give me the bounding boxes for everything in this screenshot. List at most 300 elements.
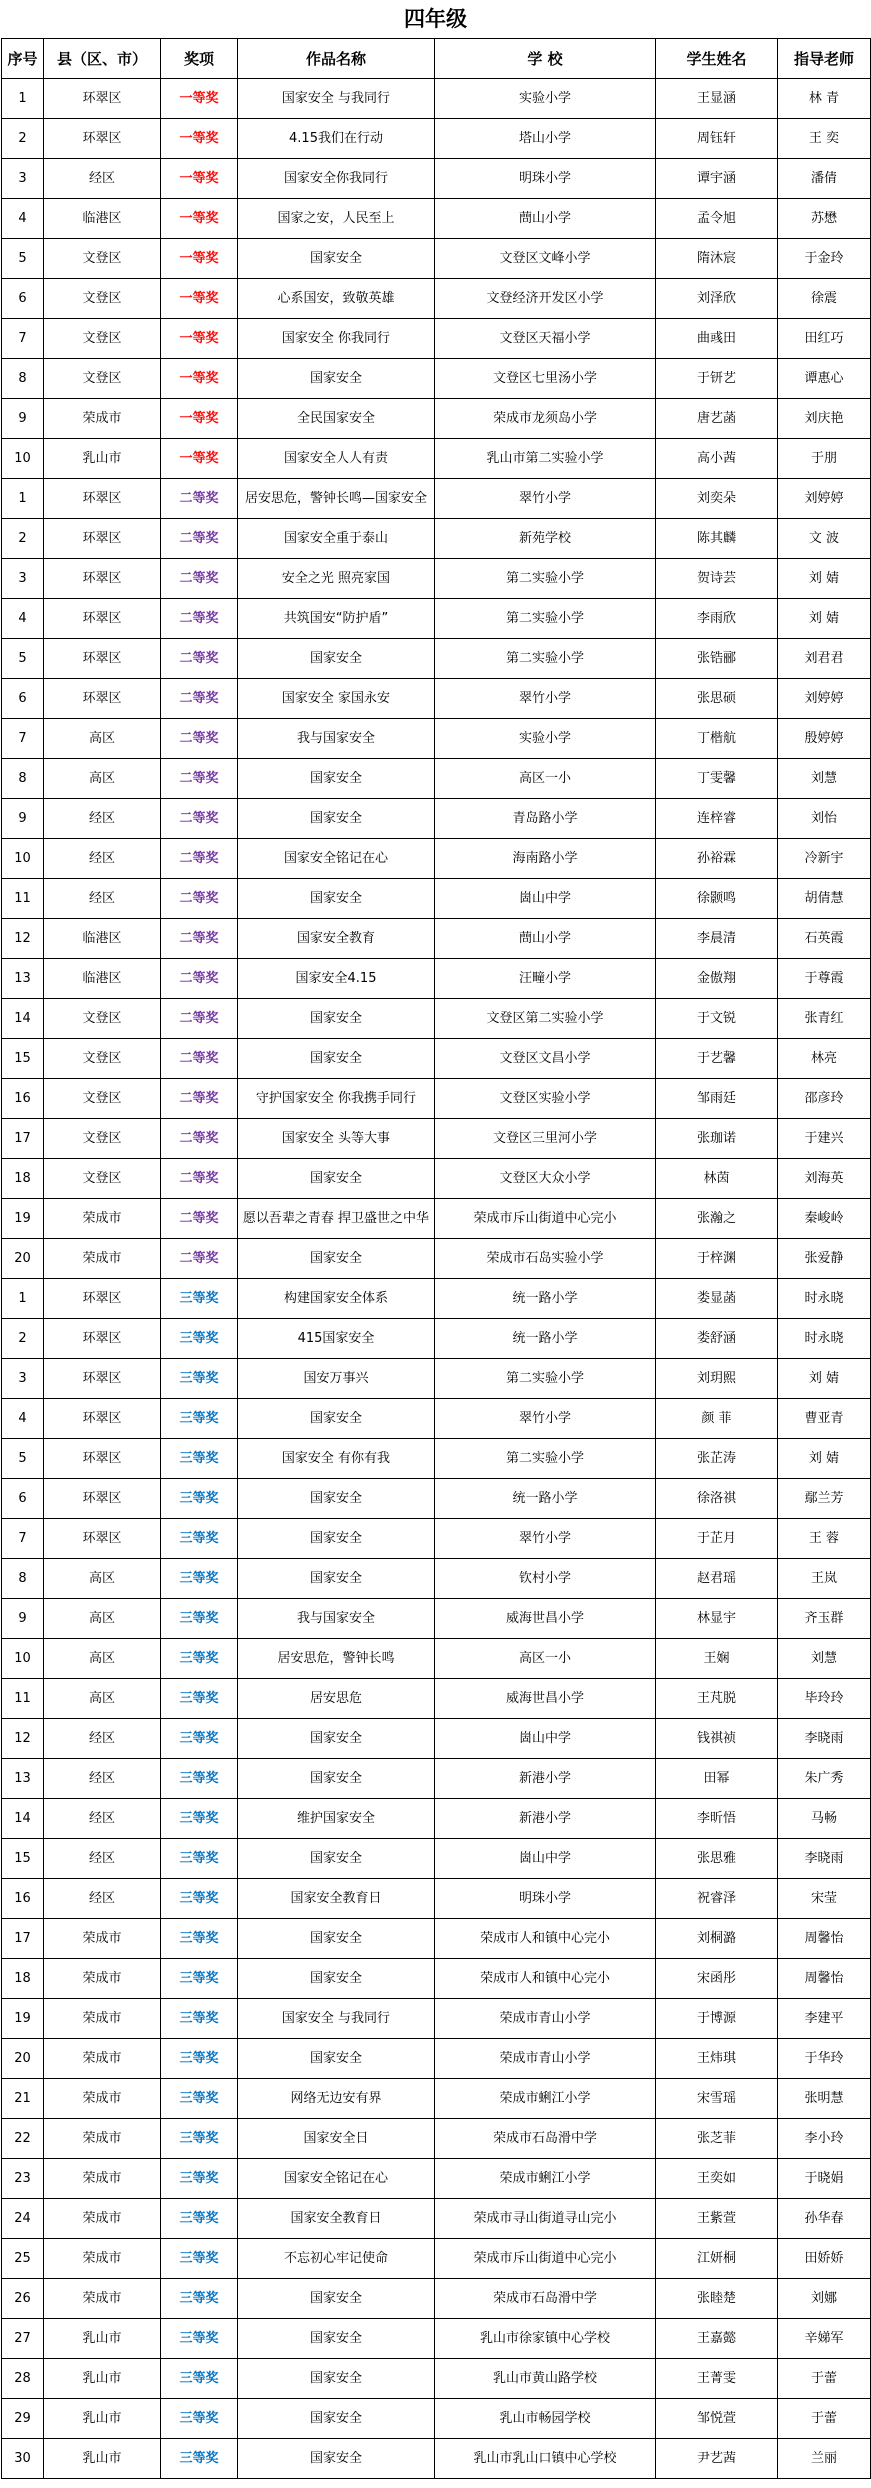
cell-student: 丁楷航 xyxy=(656,719,778,759)
cell-teacher: 李建平 xyxy=(778,1999,871,2039)
table-row xyxy=(2,1519,871,1559)
cell-student: 王娴 xyxy=(656,1639,778,1679)
cell-school: 文登区七里汤小学 xyxy=(435,359,656,399)
cell-work-title: 愿以吾辈之青春 捍卫盛世之中华 xyxy=(238,1199,435,1239)
cell-award: 二等奖 xyxy=(161,639,238,679)
cell-award: 二等奖 xyxy=(161,1239,238,1279)
cell-student: 娄显菡 xyxy=(656,1279,778,1319)
cell-district: 临港区 xyxy=(44,199,161,239)
cell-index: 21 xyxy=(2,2079,44,2119)
cell-school: 文登区大众小学 xyxy=(435,1159,656,1199)
cell-index: 11 xyxy=(2,879,44,919)
cell-district: 经区 xyxy=(44,1719,161,1759)
cell-work-title: 国家安全 xyxy=(238,759,435,799)
cell-teacher: 于蕾 xyxy=(778,2359,871,2399)
table-row xyxy=(2,439,871,479)
cell-award: 三等奖 xyxy=(161,2199,238,2239)
cell-teacher: 刘 婧 xyxy=(778,559,871,599)
table-row xyxy=(2,2079,871,2119)
cell-student: 张睦楚 xyxy=(656,2279,778,2319)
table-row xyxy=(2,1039,871,1079)
cell-award: 二等奖 xyxy=(161,1119,238,1159)
cell-teacher: 刘君君 xyxy=(778,639,871,679)
cell-award: 三等奖 xyxy=(161,1479,238,1519)
cell-award: 三等奖 xyxy=(161,1719,238,1759)
cell-student: 颜 菲 xyxy=(656,1399,778,1439)
table-row xyxy=(2,959,871,999)
cell-district: 荣成市 xyxy=(44,2159,161,2199)
cell-school: 第二实验小学 xyxy=(435,1439,656,1479)
cell-student: 宋函彤 xyxy=(656,1959,778,1999)
cell-index: 3 xyxy=(2,159,44,199)
table-row xyxy=(2,2319,871,2359)
cell-index: 15 xyxy=(2,1839,44,1879)
cell-school: 新港小学 xyxy=(435,1799,656,1839)
cell-school: 实验小学 xyxy=(435,79,656,119)
cell-teacher: 刘慧 xyxy=(778,1639,871,1679)
cell-student: 于艺馨 xyxy=(656,1039,778,1079)
cell-district: 高区 xyxy=(44,719,161,759)
cell-index: 18 xyxy=(2,1959,44,1999)
cell-school: 文登区文昌小学 xyxy=(435,1039,656,1079)
cell-student: 赵君瑶 xyxy=(656,1559,778,1599)
cell-award: 三等奖 xyxy=(161,2079,238,2119)
cell-index: 26 xyxy=(2,2279,44,2319)
cell-school: 第二实验小学 xyxy=(435,639,656,679)
cell-district: 文登区 xyxy=(44,1159,161,1199)
cell-district: 环翠区 xyxy=(44,1399,161,1439)
header-award: 奖项 xyxy=(161,39,238,79)
cell-award: 二等奖 xyxy=(161,719,238,759)
cell-work-title: 国家安全日 xyxy=(238,2119,435,2159)
header-school: 学 校 xyxy=(435,39,656,79)
table-row xyxy=(2,1159,871,1199)
cell-teacher: 刘婷婷 xyxy=(778,679,871,719)
table-row xyxy=(2,399,871,439)
cell-index: 29 xyxy=(2,2399,44,2439)
cell-student: 尹艺茜 xyxy=(656,2439,778,2479)
cell-teacher: 李小玲 xyxy=(778,2119,871,2159)
cell-index: 9 xyxy=(2,399,44,439)
cell-work-title: 国家安全 头等大事 xyxy=(238,1119,435,1159)
cell-teacher: 鄢兰芳 xyxy=(778,1479,871,1519)
cell-district: 环翠区 xyxy=(44,479,161,519)
cell-index: 7 xyxy=(2,1519,44,1559)
cell-school: 荣成市人和镇中心完小 xyxy=(435,1959,656,1999)
table-row xyxy=(2,1759,871,1799)
cell-school: 荣成市龙须岛小学 xyxy=(435,399,656,439)
table-row xyxy=(2,519,871,559)
cell-index: 5 xyxy=(2,639,44,679)
cell-district: 环翠区 xyxy=(44,79,161,119)
cell-work-title: 国家安全 xyxy=(238,999,435,1039)
cell-teacher: 于晓娟 xyxy=(778,2159,871,2199)
cell-school: 崮山中学 xyxy=(435,1719,656,1759)
cell-district: 经区 xyxy=(44,159,161,199)
cell-district: 经区 xyxy=(44,879,161,919)
cell-student: 金傲翔 xyxy=(656,959,778,999)
cell-index: 19 xyxy=(2,1199,44,1239)
cell-student: 于博源 xyxy=(656,1999,778,2039)
cell-school: 统一路小学 xyxy=(435,1479,656,1519)
cell-district: 环翠区 xyxy=(44,639,161,679)
table-row xyxy=(2,239,871,279)
cell-index: 17 xyxy=(2,1919,44,1959)
cell-school: 翠竹小学 xyxy=(435,1519,656,1559)
cell-school: 威海世昌小学 xyxy=(435,1599,656,1639)
award-table xyxy=(1,38,871,2479)
cell-district: 荣成市 xyxy=(44,1999,161,2039)
table-row xyxy=(2,2199,871,2239)
cell-work-title: 国家安全 xyxy=(238,2319,435,2359)
cell-teacher: 李晓雨 xyxy=(778,1839,871,1879)
cell-award: 一等奖 xyxy=(161,239,238,279)
cell-student: 刘泽欣 xyxy=(656,279,778,319)
cell-district: 荣成市 xyxy=(44,399,161,439)
cell-award: 三等奖 xyxy=(161,1999,238,2039)
cell-student: 刘奕朵 xyxy=(656,479,778,519)
cell-teacher: 刘 婧 xyxy=(778,1439,871,1479)
cell-work-title: 415国家安全 xyxy=(238,1319,435,1359)
cell-award: 二等奖 xyxy=(161,1199,238,1239)
cell-district: 乳山市 xyxy=(44,2439,161,2479)
cell-teacher: 毕玲玲 xyxy=(778,1679,871,1719)
cell-teacher: 朱广秀 xyxy=(778,1759,871,1799)
cell-school: 第二实验小学 xyxy=(435,1359,656,1399)
cell-school: 海南路小学 xyxy=(435,839,656,879)
cell-student: 连梓睿 xyxy=(656,799,778,839)
cell-teacher: 苏懋 xyxy=(778,199,871,239)
cell-teacher: 王岚 xyxy=(778,1559,871,1599)
table-body xyxy=(2,79,871,2479)
cell-index: 28 xyxy=(2,2359,44,2399)
cell-student: 张珈诺 xyxy=(656,1119,778,1159)
cell-work-title: 国家安全 xyxy=(238,1719,435,1759)
cell-teacher: 时永晓 xyxy=(778,1279,871,1319)
cell-award: 三等奖 xyxy=(161,1839,238,1879)
cell-student: 林显宇 xyxy=(656,1599,778,1639)
cell-school: 荣成市青山小学 xyxy=(435,2039,656,2079)
cell-teacher: 潘倩 xyxy=(778,159,871,199)
cell-teacher: 秦峻岭 xyxy=(778,1199,871,1239)
cell-teacher: 刘娜 xyxy=(778,2279,871,2319)
table-row xyxy=(2,199,871,239)
cell-teacher: 齐玉群 xyxy=(778,1599,871,1639)
header-work-title: 作品名称 xyxy=(238,39,435,79)
table-row xyxy=(2,1599,871,1639)
cell-student: 邹悦萱 xyxy=(656,2399,778,2439)
cell-teacher: 林亮 xyxy=(778,1039,871,1079)
table-row xyxy=(2,79,871,119)
cell-district: 高区 xyxy=(44,1599,161,1639)
cell-teacher: 谭惠心 xyxy=(778,359,871,399)
cell-work-title: 国家安全 xyxy=(238,1919,435,1959)
table-row xyxy=(2,1119,871,1159)
cell-award: 一等奖 xyxy=(161,399,238,439)
cell-work-title: 国家安全 xyxy=(238,2279,435,2319)
cell-work-title: 国家安全 xyxy=(238,1239,435,1279)
cell-award: 一等奖 xyxy=(161,199,238,239)
cell-district: 环翠区 xyxy=(44,119,161,159)
cell-student: 邹雨廷 xyxy=(656,1079,778,1119)
cell-district: 文登区 xyxy=(44,1039,161,1079)
table-row xyxy=(2,1359,871,1399)
cell-school: 翠竹小学 xyxy=(435,479,656,519)
cell-student: 张瀚之 xyxy=(656,1199,778,1239)
cell-district: 经区 xyxy=(44,1799,161,1839)
cell-student: 唐艺菡 xyxy=(656,399,778,439)
cell-student: 谭宇涵 xyxy=(656,159,778,199)
cell-district: 乳山市 xyxy=(44,2399,161,2439)
table-row xyxy=(2,1239,871,1279)
cell-school: 乳山市黄山路学校 xyxy=(435,2359,656,2399)
cell-student: 徐颢鸣 xyxy=(656,879,778,919)
cell-district: 高区 xyxy=(44,1559,161,1599)
cell-school: 第二实验小学 xyxy=(435,559,656,599)
cell-award: 三等奖 xyxy=(161,1879,238,1919)
cell-work-title: 4.15我们在行动 xyxy=(238,119,435,159)
cell-work-title: 国家安全 xyxy=(238,1839,435,1879)
cell-school: 统一路小学 xyxy=(435,1279,656,1319)
cell-index: 4 xyxy=(2,199,44,239)
cell-index: 13 xyxy=(2,1759,44,1799)
table-row xyxy=(2,1879,871,1919)
cell-work-title: 居安思危，警钟长鸣 xyxy=(238,1639,435,1679)
table-row xyxy=(2,1719,871,1759)
cell-award: 二等奖 xyxy=(161,679,238,719)
cell-work-title: 国家安全 xyxy=(238,1039,435,1079)
cell-work-title: 构建国家安全体系 xyxy=(238,1279,435,1319)
cell-teacher: 文 波 xyxy=(778,519,871,559)
cell-school: 翠竹小学 xyxy=(435,1399,656,1439)
cell-student: 于梓渊 xyxy=(656,1239,778,1279)
cell-district: 高区 xyxy=(44,1679,161,1719)
cell-work-title: 国家安全铭记在心 xyxy=(238,2159,435,2199)
cell-work-title: 国家安全 xyxy=(238,1959,435,1999)
cell-district: 文登区 xyxy=(44,999,161,1039)
cell-index: 5 xyxy=(2,239,44,279)
cell-work-title: 国家安全 xyxy=(238,1479,435,1519)
table-row xyxy=(2,1799,871,1839)
cell-district: 荣成市 xyxy=(44,2079,161,2119)
cell-work-title: 心系国安，致敬英雄 xyxy=(238,279,435,319)
cell-index: 27 xyxy=(2,2319,44,2359)
cell-district: 环翠区 xyxy=(44,1279,161,1319)
cell-work-title: 国家安全你我同行 xyxy=(238,159,435,199)
cell-award: 二等奖 xyxy=(161,999,238,1039)
cell-work-title: 国家安全 xyxy=(238,639,435,679)
cell-work-title: 国家之安，人民至上 xyxy=(238,199,435,239)
cell-school: 荣成市青山小学 xyxy=(435,1999,656,2039)
cell-award: 三等奖 xyxy=(161,2279,238,2319)
cell-work-title: 国家安全 xyxy=(238,1759,435,1799)
table-row xyxy=(2,1439,871,1479)
cell-work-title: 居安思危 xyxy=(238,1679,435,1719)
cell-student: 于钘艺 xyxy=(656,359,778,399)
cell-teacher: 刘婷婷 xyxy=(778,479,871,519)
cell-teacher: 辛娣军 xyxy=(778,2319,871,2359)
cell-school: 新港小学 xyxy=(435,1759,656,1799)
cell-index: 6 xyxy=(2,1479,44,1519)
cell-school: 明珠小学 xyxy=(435,1879,656,1919)
cell-student: 娄舒涵 xyxy=(656,1319,778,1359)
cell-index: 1 xyxy=(2,1279,44,1319)
cell-district: 环翠区 xyxy=(44,599,161,639)
cell-district: 环翠区 xyxy=(44,559,161,599)
cell-work-title: 国家安全教育日 xyxy=(238,1879,435,1919)
cell-student: 王嘉懿 xyxy=(656,2319,778,2359)
cell-district: 文登区 xyxy=(44,1079,161,1119)
cell-student: 王芃脱 xyxy=(656,1679,778,1719)
cell-district: 荣成市 xyxy=(44,2119,161,2159)
cell-award: 三等奖 xyxy=(161,1799,238,1839)
cell-award: 三等奖 xyxy=(161,2159,238,2199)
cell-teacher: 刘 婧 xyxy=(778,1359,871,1399)
cell-work-title: 国家安全 xyxy=(238,1559,435,1599)
table-row xyxy=(2,1839,871,1879)
cell-award: 二等奖 xyxy=(161,839,238,879)
table-row xyxy=(2,1679,871,1719)
cell-award: 一等奖 xyxy=(161,279,238,319)
cell-student: 张芷涛 xyxy=(656,1439,778,1479)
cell-index: 20 xyxy=(2,2039,44,2079)
table-row xyxy=(2,2039,871,2079)
cell-teacher: 田娇娇 xyxy=(778,2239,871,2279)
header-index: 序号 xyxy=(2,39,44,79)
cell-district: 经区 xyxy=(44,1879,161,1919)
cell-work-title: 国家安全人人有责 xyxy=(238,439,435,479)
cell-award: 三等奖 xyxy=(161,2359,238,2399)
table-row xyxy=(2,1559,871,1599)
cell-student: 刘玥熙 xyxy=(656,1359,778,1399)
header-teacher: 指导老师 xyxy=(778,39,871,79)
cell-work-title: 国家安全 xyxy=(238,879,435,919)
cell-student: 钱祺祯 xyxy=(656,1719,778,1759)
cell-teacher: 胡倩慧 xyxy=(778,879,871,919)
cell-student: 于文锐 xyxy=(656,999,778,1039)
cell-index: 14 xyxy=(2,999,44,1039)
cell-district: 文登区 xyxy=(44,319,161,359)
cell-school: 乳山市徐家镇中心学校 xyxy=(435,2319,656,2359)
cell-award: 二等奖 xyxy=(161,599,238,639)
cell-index: 20 xyxy=(2,1239,44,1279)
cell-work-title: 共筑国安“防护盾” xyxy=(238,599,435,639)
cell-school: 荣成市石岛滑中学 xyxy=(435,2279,656,2319)
table-row xyxy=(2,1399,871,1439)
cell-work-title: 国家安全 xyxy=(238,1159,435,1199)
cell-student: 周钰轩 xyxy=(656,119,778,159)
cell-teacher: 曹亚青 xyxy=(778,1399,871,1439)
cell-school: 荣成市寻山街道寻山完小 xyxy=(435,2199,656,2239)
cell-award: 二等奖 xyxy=(161,799,238,839)
cell-school: 荣成市蜊江小学 xyxy=(435,2159,656,2199)
cell-school: 新苑学校 xyxy=(435,519,656,559)
cell-district: 乳山市 xyxy=(44,439,161,479)
cell-work-title: 网络无边安有界 xyxy=(238,2079,435,2119)
cell-teacher: 张爱静 xyxy=(778,1239,871,1279)
cell-district: 环翠区 xyxy=(44,1319,161,1359)
header-student: 学生姓名 xyxy=(656,39,778,79)
cell-student: 田幂 xyxy=(656,1759,778,1799)
cell-district: 经区 xyxy=(44,1759,161,1799)
cell-award: 三等奖 xyxy=(161,1399,238,1439)
cell-teacher: 于建兴 xyxy=(778,1119,871,1159)
cell-work-title: 维护国家安全 xyxy=(238,1799,435,1839)
cell-work-title: 不忘初心牢记使命 xyxy=(238,2239,435,2279)
cell-index: 1 xyxy=(2,479,44,519)
cell-index: 7 xyxy=(2,319,44,359)
cell-district: 环翠区 xyxy=(44,519,161,559)
cell-student: 张思雅 xyxy=(656,1839,778,1879)
table-row xyxy=(2,759,871,799)
cell-award: 二等奖 xyxy=(161,519,238,559)
header-row xyxy=(2,39,871,79)
cell-work-title: 国家安全 xyxy=(238,2039,435,2079)
cell-school: 文登经济开发区小学 xyxy=(435,279,656,319)
cell-teacher: 林 青 xyxy=(778,79,871,119)
cell-school: 荣成市蜊江小学 xyxy=(435,2079,656,2119)
cell-district: 荣成市 xyxy=(44,2199,161,2239)
cell-school: 乳山市第二实验小学 xyxy=(435,439,656,479)
table-row xyxy=(2,2119,871,2159)
cell-work-title: 国家安全 xyxy=(238,239,435,279)
cell-student: 宋雪瑶 xyxy=(656,2079,778,2119)
cell-school: 蔄山小学 xyxy=(435,919,656,959)
cell-student: 李昕悟 xyxy=(656,1799,778,1839)
cell-award: 一等奖 xyxy=(161,359,238,399)
table-row xyxy=(2,559,871,599)
cell-award: 二等奖 xyxy=(161,879,238,919)
cell-student: 李雨欣 xyxy=(656,599,778,639)
cell-award: 二等奖 xyxy=(161,919,238,959)
cell-district: 经区 xyxy=(44,839,161,879)
cell-award: 一等奖 xyxy=(161,439,238,479)
cell-index: 3 xyxy=(2,1359,44,1399)
header-district: 县（区、市） xyxy=(44,39,161,79)
cell-student: 李晨清 xyxy=(656,919,778,959)
cell-school: 塔山小学 xyxy=(435,119,656,159)
cell-student: 孟令旭 xyxy=(656,199,778,239)
cell-award: 二等奖 xyxy=(161,1039,238,1079)
cell-district: 临港区 xyxy=(44,959,161,999)
cell-work-title: 国家安全 xyxy=(238,2439,435,2479)
cell-student: 隋沐宸 xyxy=(656,239,778,279)
table-row xyxy=(2,1639,871,1679)
cell-award: 三等奖 xyxy=(161,2039,238,2079)
cell-award: 二等奖 xyxy=(161,759,238,799)
cell-award: 一等奖 xyxy=(161,319,238,359)
cell-award: 三等奖 xyxy=(161,1559,238,1599)
cell-student: 张锆郦 xyxy=(656,639,778,679)
cell-teacher: 邵彦玲 xyxy=(778,1079,871,1119)
cell-work-title: 我与国家安全 xyxy=(238,719,435,759)
cell-teacher: 石英霞 xyxy=(778,919,871,959)
cell-school: 荣成市石岛实验小学 xyxy=(435,1239,656,1279)
table-row xyxy=(2,879,871,919)
table-row xyxy=(2,839,871,879)
cell-work-title: 国家安全4.15 xyxy=(238,959,435,999)
cell-work-title: 国家安全 家国永安 xyxy=(238,679,435,719)
cell-school: 统一路小学 xyxy=(435,1319,656,1359)
cell-index: 6 xyxy=(2,679,44,719)
cell-work-title: 居安思危，警钟长鸣—国家安全 xyxy=(238,479,435,519)
cell-teacher: 马畅 xyxy=(778,1799,871,1839)
cell-school: 荣成市石岛滑中学 xyxy=(435,2119,656,2159)
table-row xyxy=(2,279,871,319)
cell-student: 祝睿泽 xyxy=(656,1879,778,1919)
page-title: 四年级 xyxy=(404,7,467,31)
cell-school: 文登区三里河小学 xyxy=(435,1119,656,1159)
